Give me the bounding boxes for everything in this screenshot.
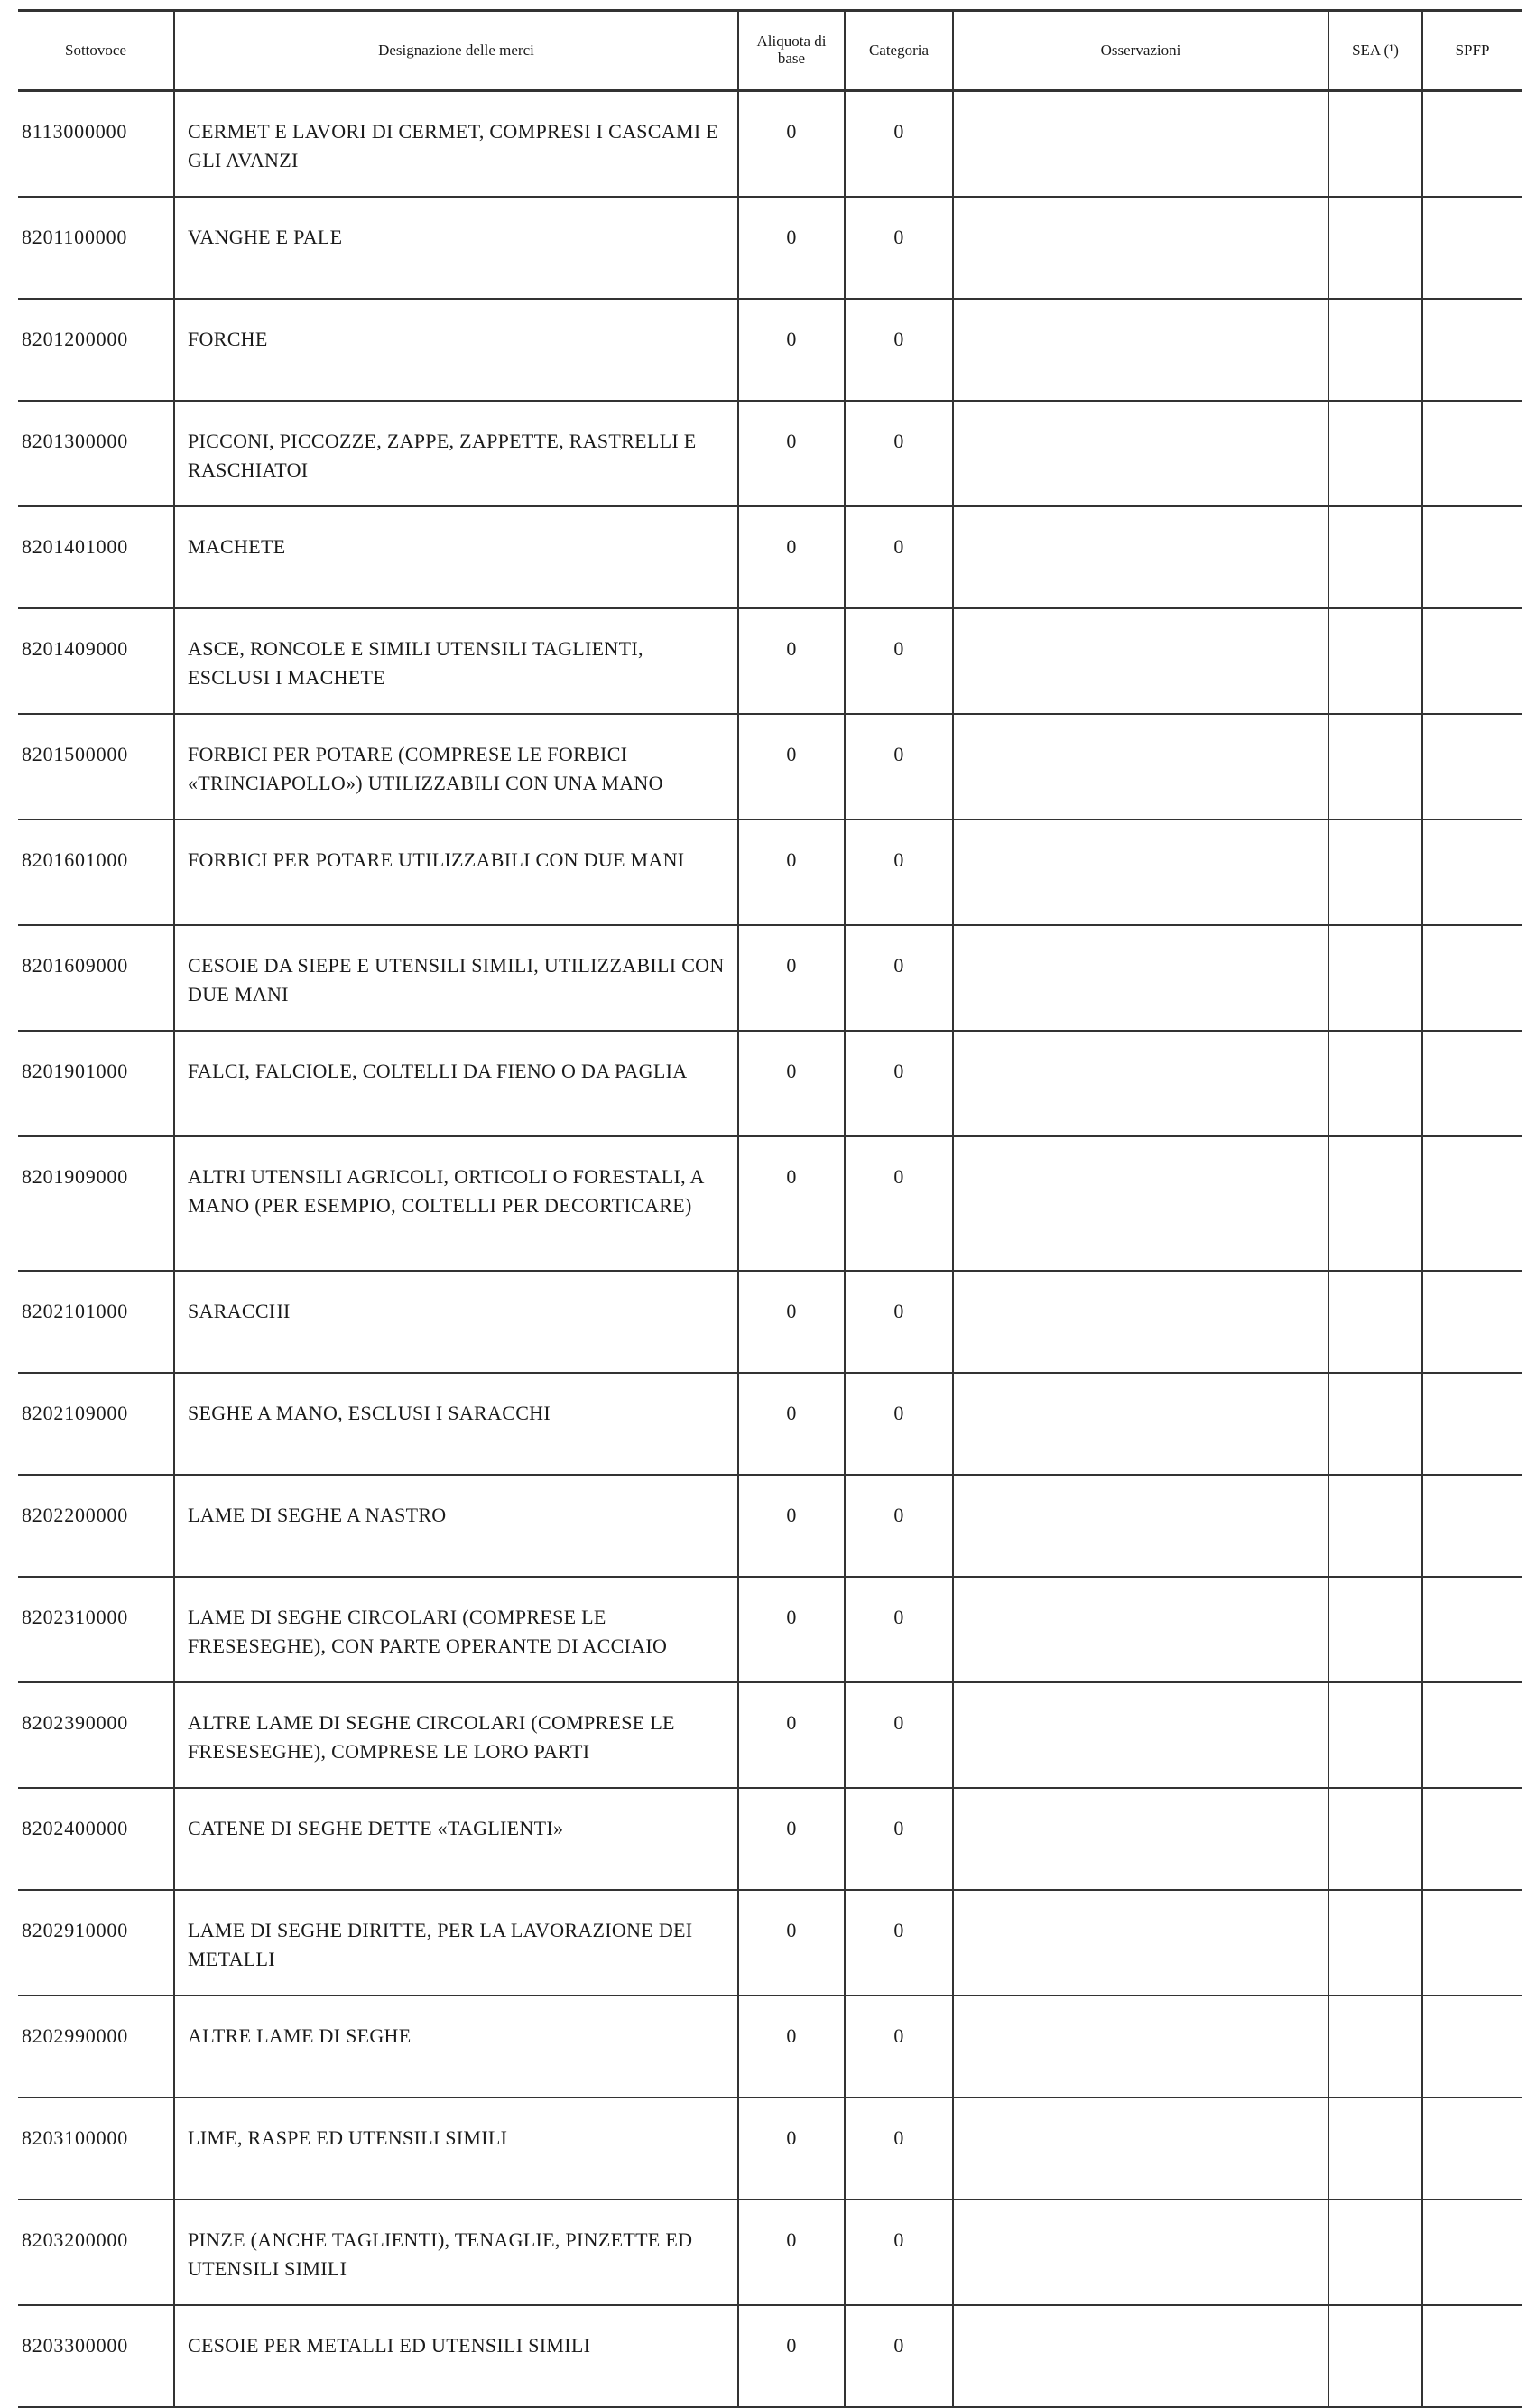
description-cell: PICCONI, PICCOZZE, ZAPPE, ZAPPETTE, RASTRELLI E RASCHIATOI <box>174 401 738 506</box>
sea-cell <box>1328 1577 1422 1682</box>
category-cell: 0 <box>845 925 953 1031</box>
table-row <box>18 506 1522 608</box>
sea-cell <box>1328 820 1422 925</box>
code-cell: 8201300000 <box>18 401 174 506</box>
table-row <box>18 1577 1522 1682</box>
remarks-cell <box>953 1475 1328 1577</box>
remarks-cell <box>953 1031 1328 1136</box>
table-row <box>18 197 1522 299</box>
description-cell: SARACCHI <box>174 1271 738 1373</box>
table-row <box>18 1996 1522 2098</box>
spfp-cell <box>1422 714 1522 820</box>
spfp-cell <box>1422 1136 1522 1271</box>
base-rate-cell: 0 <box>738 2305 845 2407</box>
code-cell: 8201901000 <box>18 1031 174 1136</box>
sea-cell <box>1328 401 1422 506</box>
base-rate-cell: 0 <box>738 91 845 198</box>
remarks-cell <box>953 197 1328 299</box>
remarks-cell <box>953 299 1328 401</box>
table-row <box>18 299 1522 401</box>
header-row <box>18 11 1522 91</box>
category-cell: 0 <box>845 820 953 925</box>
code-cell: 8202109000 <box>18 1373 174 1475</box>
category-cell: 0 <box>845 401 953 506</box>
sea-cell <box>1328 1271 1422 1373</box>
remarks-cell <box>953 2305 1328 2407</box>
description-cell: LAME DI SEGHE DIRITTE, PER LA LAVORAZIONE DEI METALLI <box>174 1890 738 1996</box>
code-cell: 8202910000 <box>18 1890 174 1996</box>
category-cell: 0 <box>845 1682 953 1788</box>
header-base-rate: Aliquota di base <box>738 11 845 91</box>
remarks-cell <box>953 1788 1328 1890</box>
spfp-cell <box>1422 1031 1522 1136</box>
spfp-cell <box>1422 2305 1522 2407</box>
base-rate-cell: 0 <box>738 1271 845 1373</box>
base-rate-cell: 0 <box>738 401 845 506</box>
header-spfp: SPFP <box>1422 11 1522 91</box>
remarks-cell <box>953 1682 1328 1788</box>
description-cell: LAME DI SEGHE CIRCOLARI (COMPRESE LE FRESESEGHE), CON PARTE OPERANTE DI ACCIAIO <box>174 1577 738 1682</box>
category-cell: 0 <box>845 2305 953 2407</box>
code-cell: 8202400000 <box>18 1788 174 1890</box>
spfp-cell <box>1422 1577 1522 1682</box>
header-remarks: Osservazioni <box>953 11 1328 91</box>
table-row <box>18 401 1522 506</box>
description-cell: ASCE, RONCOLE E SIMILI UTENSILI TAGLIENTI, ESCLUSI I MACHETE <box>174 608 738 714</box>
base-rate-cell: 0 <box>738 1373 845 1475</box>
table-row <box>18 1271 1522 1373</box>
remarks-cell <box>953 2200 1328 2305</box>
spfp-cell <box>1422 1890 1522 1996</box>
table-row <box>18 91 1522 198</box>
table-row <box>18 714 1522 820</box>
description-cell: ALTRE LAME DI SEGHE <box>174 1996 738 2098</box>
sea-cell <box>1328 1136 1422 1271</box>
remarks-cell <box>953 1890 1328 1996</box>
description-cell: CESOIE DA SIEPE E UTENSILI SIMILI, UTILIZZABILI CON DUE MANI <box>174 925 738 1031</box>
code-cell: 8201200000 <box>18 299 174 401</box>
header-code: Sottovoce <box>18 11 174 91</box>
category-cell: 0 <box>845 2098 953 2200</box>
category-cell: 0 <box>845 608 953 714</box>
code-cell: 8202101000 <box>18 1271 174 1373</box>
base-rate-cell: 0 <box>738 714 845 820</box>
table-row <box>18 1890 1522 1996</box>
base-rate-cell: 0 <box>738 1682 845 1788</box>
description-cell: MACHETE <box>174 506 738 608</box>
spfp-cell <box>1422 299 1522 401</box>
category-cell: 0 <box>845 1577 953 1682</box>
sea-cell <box>1328 2200 1422 2305</box>
remarks-cell <box>953 1271 1328 1373</box>
code-cell: 8201609000 <box>18 925 174 1031</box>
category-cell: 0 <box>845 714 953 820</box>
spfp-cell <box>1422 1682 1522 1788</box>
spfp-cell <box>1422 401 1522 506</box>
base-rate-cell: 0 <box>738 299 845 401</box>
sea-cell <box>1328 1890 1422 1996</box>
description-cell: VANGHE E PALE <box>174 197 738 299</box>
description-cell: CESOIE PER METALLI ED UTENSILI SIMILI <box>174 2305 738 2407</box>
remarks-cell <box>953 820 1328 925</box>
sea-cell <box>1328 91 1422 198</box>
code-cell: 8203300000 <box>18 2305 174 2407</box>
header-description: Designazione delle merci <box>174 11 738 91</box>
table-row <box>18 1031 1522 1136</box>
sea-cell <box>1328 1373 1422 1475</box>
table-row <box>18 820 1522 925</box>
description-cell: PINZE (ANCHE TAGLIENTI), TENAGLIE, PINZETTE ED UTENSILI SIMILI <box>174 2200 738 2305</box>
table-row <box>18 1682 1522 1788</box>
sea-cell <box>1328 1996 1422 2098</box>
category-cell: 0 <box>845 1788 953 1890</box>
code-cell: 8201401000 <box>18 506 174 608</box>
table-row <box>18 1136 1522 1271</box>
spfp-cell <box>1422 2098 1522 2200</box>
header-sea: SEA (¹) <box>1328 11 1422 91</box>
remarks-cell <box>953 1996 1328 2098</box>
category-cell: 0 <box>845 1031 953 1136</box>
spfp-cell <box>1422 608 1522 714</box>
description-cell: FORBICI PER POTARE UTILIZZABILI CON DUE MANI <box>174 820 738 925</box>
description-cell: LIME, RASPE ED UTENSILI SIMILI <box>174 2098 738 2200</box>
description-cell: FALCI, FALCIOLE, COLTELLI DA FIENO O DA PAGLIA <box>174 1031 738 1136</box>
base-rate-cell: 0 <box>738 2200 845 2305</box>
base-rate-cell: 0 <box>738 1788 845 1890</box>
spfp-cell <box>1422 1475 1522 1577</box>
code-cell: 8113000000 <box>18 91 174 198</box>
base-rate-cell: 0 <box>738 1136 845 1271</box>
description-cell: CERMET E LAVORI DI CERMET, COMPRESI I CASCAMI E GLI AVANZI <box>174 91 738 198</box>
description-cell: LAME DI SEGHE A NASTRO <box>174 1475 738 1577</box>
base-rate-cell: 0 <box>738 1996 845 2098</box>
table-row <box>18 608 1522 714</box>
code-cell: 8202200000 <box>18 1475 174 1577</box>
base-rate-cell: 0 <box>738 506 845 608</box>
remarks-cell <box>953 1577 1328 1682</box>
spfp-cell <box>1422 1373 1522 1475</box>
spfp-cell <box>1422 91 1522 198</box>
description-cell: CATENE DI SEGHE DETTE «TAGLIENTI» <box>174 1788 738 1890</box>
category-cell: 0 <box>845 91 953 198</box>
base-rate-cell: 0 <box>738 925 845 1031</box>
table-row <box>18 2098 1522 2200</box>
category-cell: 0 <box>845 1373 953 1475</box>
sea-cell <box>1328 197 1422 299</box>
remarks-cell <box>953 506 1328 608</box>
category-cell: 0 <box>845 197 953 299</box>
sea-cell <box>1328 608 1422 714</box>
code-cell: 8202390000 <box>18 1682 174 1788</box>
spfp-cell <box>1422 820 1522 925</box>
category-cell: 0 <box>845 299 953 401</box>
remarks-cell <box>953 2098 1328 2200</box>
sea-cell <box>1328 1475 1422 1577</box>
code-cell: 8201409000 <box>18 608 174 714</box>
code-cell: 8202310000 <box>18 1577 174 1682</box>
table-row <box>18 1788 1522 1890</box>
description-cell: FORBICI PER POTARE (COMPRESE LE FORBICI «TRINCIAPOLLO») UTILIZZABILI CON UNA MANO <box>174 714 738 820</box>
code-cell: 8201500000 <box>18 714 174 820</box>
description-cell: SEGHE A MANO, ESCLUSI I SARACCHI <box>174 1373 738 1475</box>
category-cell: 0 <box>845 1136 953 1271</box>
sea-cell <box>1328 2305 1422 2407</box>
sea-cell <box>1328 2098 1422 2200</box>
category-cell: 0 <box>845 2200 953 2305</box>
spfp-cell <box>1422 1271 1522 1373</box>
remarks-cell <box>953 1373 1328 1475</box>
remarks-cell <box>953 1136 1328 1271</box>
remarks-cell <box>953 608 1328 714</box>
base-rate-cell: 0 <box>738 197 845 299</box>
description-cell: ALTRE LAME DI SEGHE CIRCOLARI (COMPRESE LE FRESESEGHE), COMPRESE LE LORO PARTI <box>174 1682 738 1788</box>
tariff-page <box>18 9 1522 2408</box>
spfp-cell <box>1422 197 1522 299</box>
spfp-cell <box>1422 2200 1522 2305</box>
code-cell: 8203200000 <box>18 2200 174 2305</box>
table-row <box>18 1475 1522 1577</box>
category-cell: 0 <box>845 1996 953 2098</box>
description-cell: FORCHE <box>174 299 738 401</box>
base-rate-cell: 0 <box>738 2098 845 2200</box>
description-cell: ALTRI UTENSILI AGRICOLI, ORTICOLI O FORESTALI, A MANO (PER ESEMPIO, COLTELLI PER DECORTICARE) <box>174 1136 738 1271</box>
category-cell: 0 <box>845 1271 953 1373</box>
code-cell: 8202990000 <box>18 1996 174 2098</box>
sea-cell <box>1328 1788 1422 1890</box>
category-cell: 0 <box>845 506 953 608</box>
spfp-cell <box>1422 925 1522 1031</box>
table-row <box>18 925 1522 1031</box>
category-cell: 0 <box>845 1475 953 1577</box>
base-rate-cell: 0 <box>738 1475 845 1577</box>
remarks-cell <box>953 91 1328 198</box>
table-row <box>18 1373 1522 1475</box>
sea-cell <box>1328 925 1422 1031</box>
remarks-cell <box>953 714 1328 820</box>
sea-cell <box>1328 1682 1422 1788</box>
code-cell: 8201909000 <box>18 1136 174 1271</box>
spfp-cell <box>1422 506 1522 608</box>
spfp-cell <box>1422 1996 1522 2098</box>
base-rate-cell: 0 <box>738 608 845 714</box>
category-cell: 0 <box>845 1890 953 1996</box>
sea-cell <box>1328 1031 1422 1136</box>
table-row <box>18 2305 1522 2407</box>
base-rate-cell: 0 <box>738 1890 845 1996</box>
header-category: Categoria <box>845 11 953 91</box>
remarks-cell <box>953 925 1328 1031</box>
tariff-table <box>18 9 1522 2408</box>
base-rate-cell: 0 <box>738 1577 845 1682</box>
sea-cell <box>1328 299 1422 401</box>
code-cell: 8201100000 <box>18 197 174 299</box>
code-cell: 8203100000 <box>18 2098 174 2200</box>
spfp-cell <box>1422 1788 1522 1890</box>
base-rate-cell: 0 <box>738 1031 845 1136</box>
table-row <box>18 2200 1522 2305</box>
base-rate-cell: 0 <box>738 820 845 925</box>
remarks-cell <box>953 401 1328 506</box>
code-cell: 8201601000 <box>18 820 174 925</box>
sea-cell <box>1328 506 1422 608</box>
sea-cell <box>1328 714 1422 820</box>
